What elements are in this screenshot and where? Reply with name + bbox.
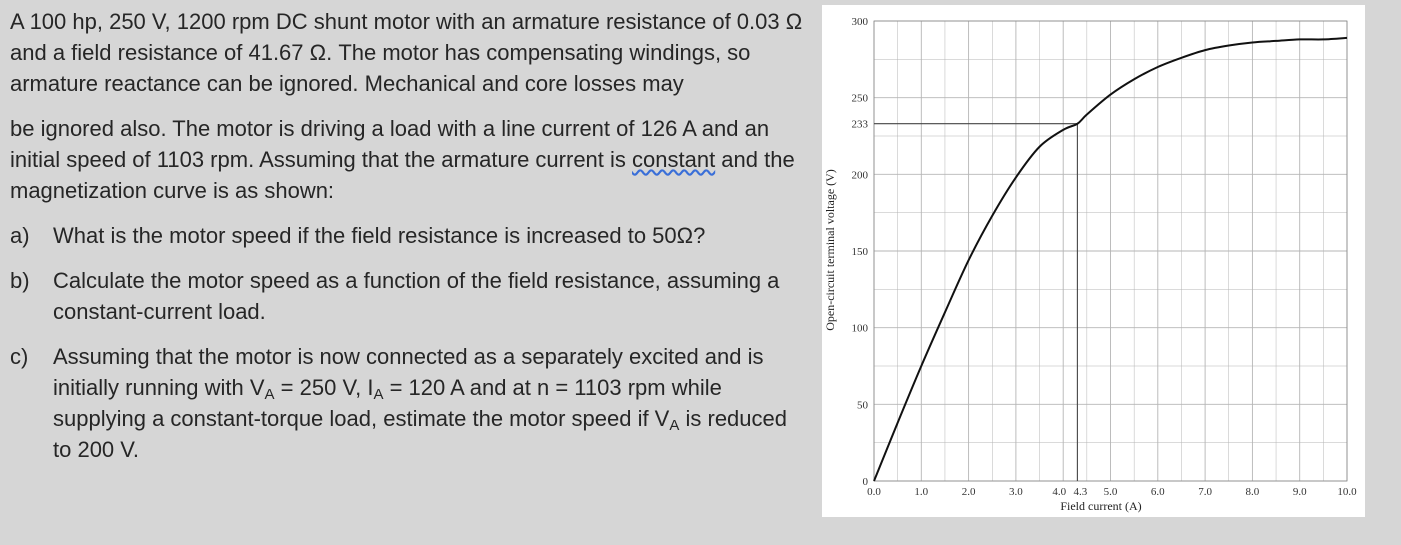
y-tick-label: 300	[851, 16, 868, 28]
question-b-label: b)	[10, 268, 30, 293]
y-axis-title: Open-circuit terminal voltage (V)	[823, 169, 837, 331]
qc-sub-1: A	[264, 386, 275, 403]
y-tick-label: 0	[862, 476, 868, 488]
x-tick-label: 5.0	[1103, 486, 1118, 498]
intro-2-start: be ignored also. The motor is driving a load with a line current of 126 A and an initial speed of 1103 rpm. Assuming that the armature current is	[10, 116, 770, 172]
x-tick-label: 4.3	[1073, 486, 1088, 498]
y-tick-label: 233	[851, 118, 868, 131]
x-tick-label: 10.0	[1337, 486, 1357, 498]
x-tick-label: 6.0	[1150, 486, 1165, 498]
x-axis-title: Field current (A)	[1060, 499, 1142, 513]
qc-part-1: Assuming that the motor is now connected as a separately excited and is initially running with V	[53, 344, 764, 400]
question-c	[10, 341, 810, 465]
y-tick-label: 200	[851, 169, 868, 182]
x-tick-label: 2.0	[961, 486, 976, 498]
question-b	[10, 265, 810, 327]
x-tick-label: 0.0	[867, 486, 881, 498]
spellcheck-word: constant	[632, 147, 716, 172]
x-tick-label: 8.0	[1245, 486, 1260, 498]
x-tick-label: 4.0	[1052, 486, 1067, 498]
x-tick-label: 1.0	[914, 486, 929, 498]
chart-svg	[822, 5, 1365, 517]
x-tick-label: 7.0	[1198, 486, 1212, 498]
y-tick-label: 150	[851, 246, 868, 258]
question-a	[10, 220, 810, 251]
qc-part-4: is reduced to 200 V.	[53, 406, 787, 462]
x-tick-label: 9.0	[1292, 486, 1307, 498]
qc-sub-2: A	[373, 386, 384, 403]
y-tick-label: 50	[857, 399, 868, 412]
y-tick-label: 100	[851, 322, 868, 335]
qc-part-2: = 250 V, I	[274, 375, 374, 400]
problem-intro-2	[10, 113, 810, 206]
question-a-text: What is the motor speed if the field resistance is increased to 50Ω?	[53, 223, 706, 248]
question-b-text: Calculate the motor speed as a function of the field resistance, assuming a constant-current load.	[53, 268, 780, 324]
grid	[874, 21, 1347, 481]
y-tick-label: 250	[851, 92, 868, 105]
x-tick-label: 3.0	[1009, 486, 1023, 498]
qc-part-3: = 120 A and at n = 1103 rpm while supplying a constant-torque load, estimate the motor speed if V	[53, 375, 722, 431]
question-c-label: c)	[10, 344, 29, 369]
problem-text	[10, 6, 810, 465]
question-c-text	[53, 341, 810, 465]
magnetization-curve-chart	[822, 5, 1365, 517]
problem-intro-1: A 100 hp, 250 V, 1200 rpm DC shunt motor with an armature resistance of 0.03 Ω and a field resistance of 41.67 Ω. The motor has compensating windings, so armature reactance can be ignored. Mechanical and core losses may	[10, 9, 803, 96]
qc-sub-3: A	[669, 417, 680, 434]
intro-2-end: and the magnetization curve is as shown:	[10, 147, 795, 203]
question-a-label: a)	[10, 223, 30, 248]
chart-background	[822, 5, 1365, 517]
